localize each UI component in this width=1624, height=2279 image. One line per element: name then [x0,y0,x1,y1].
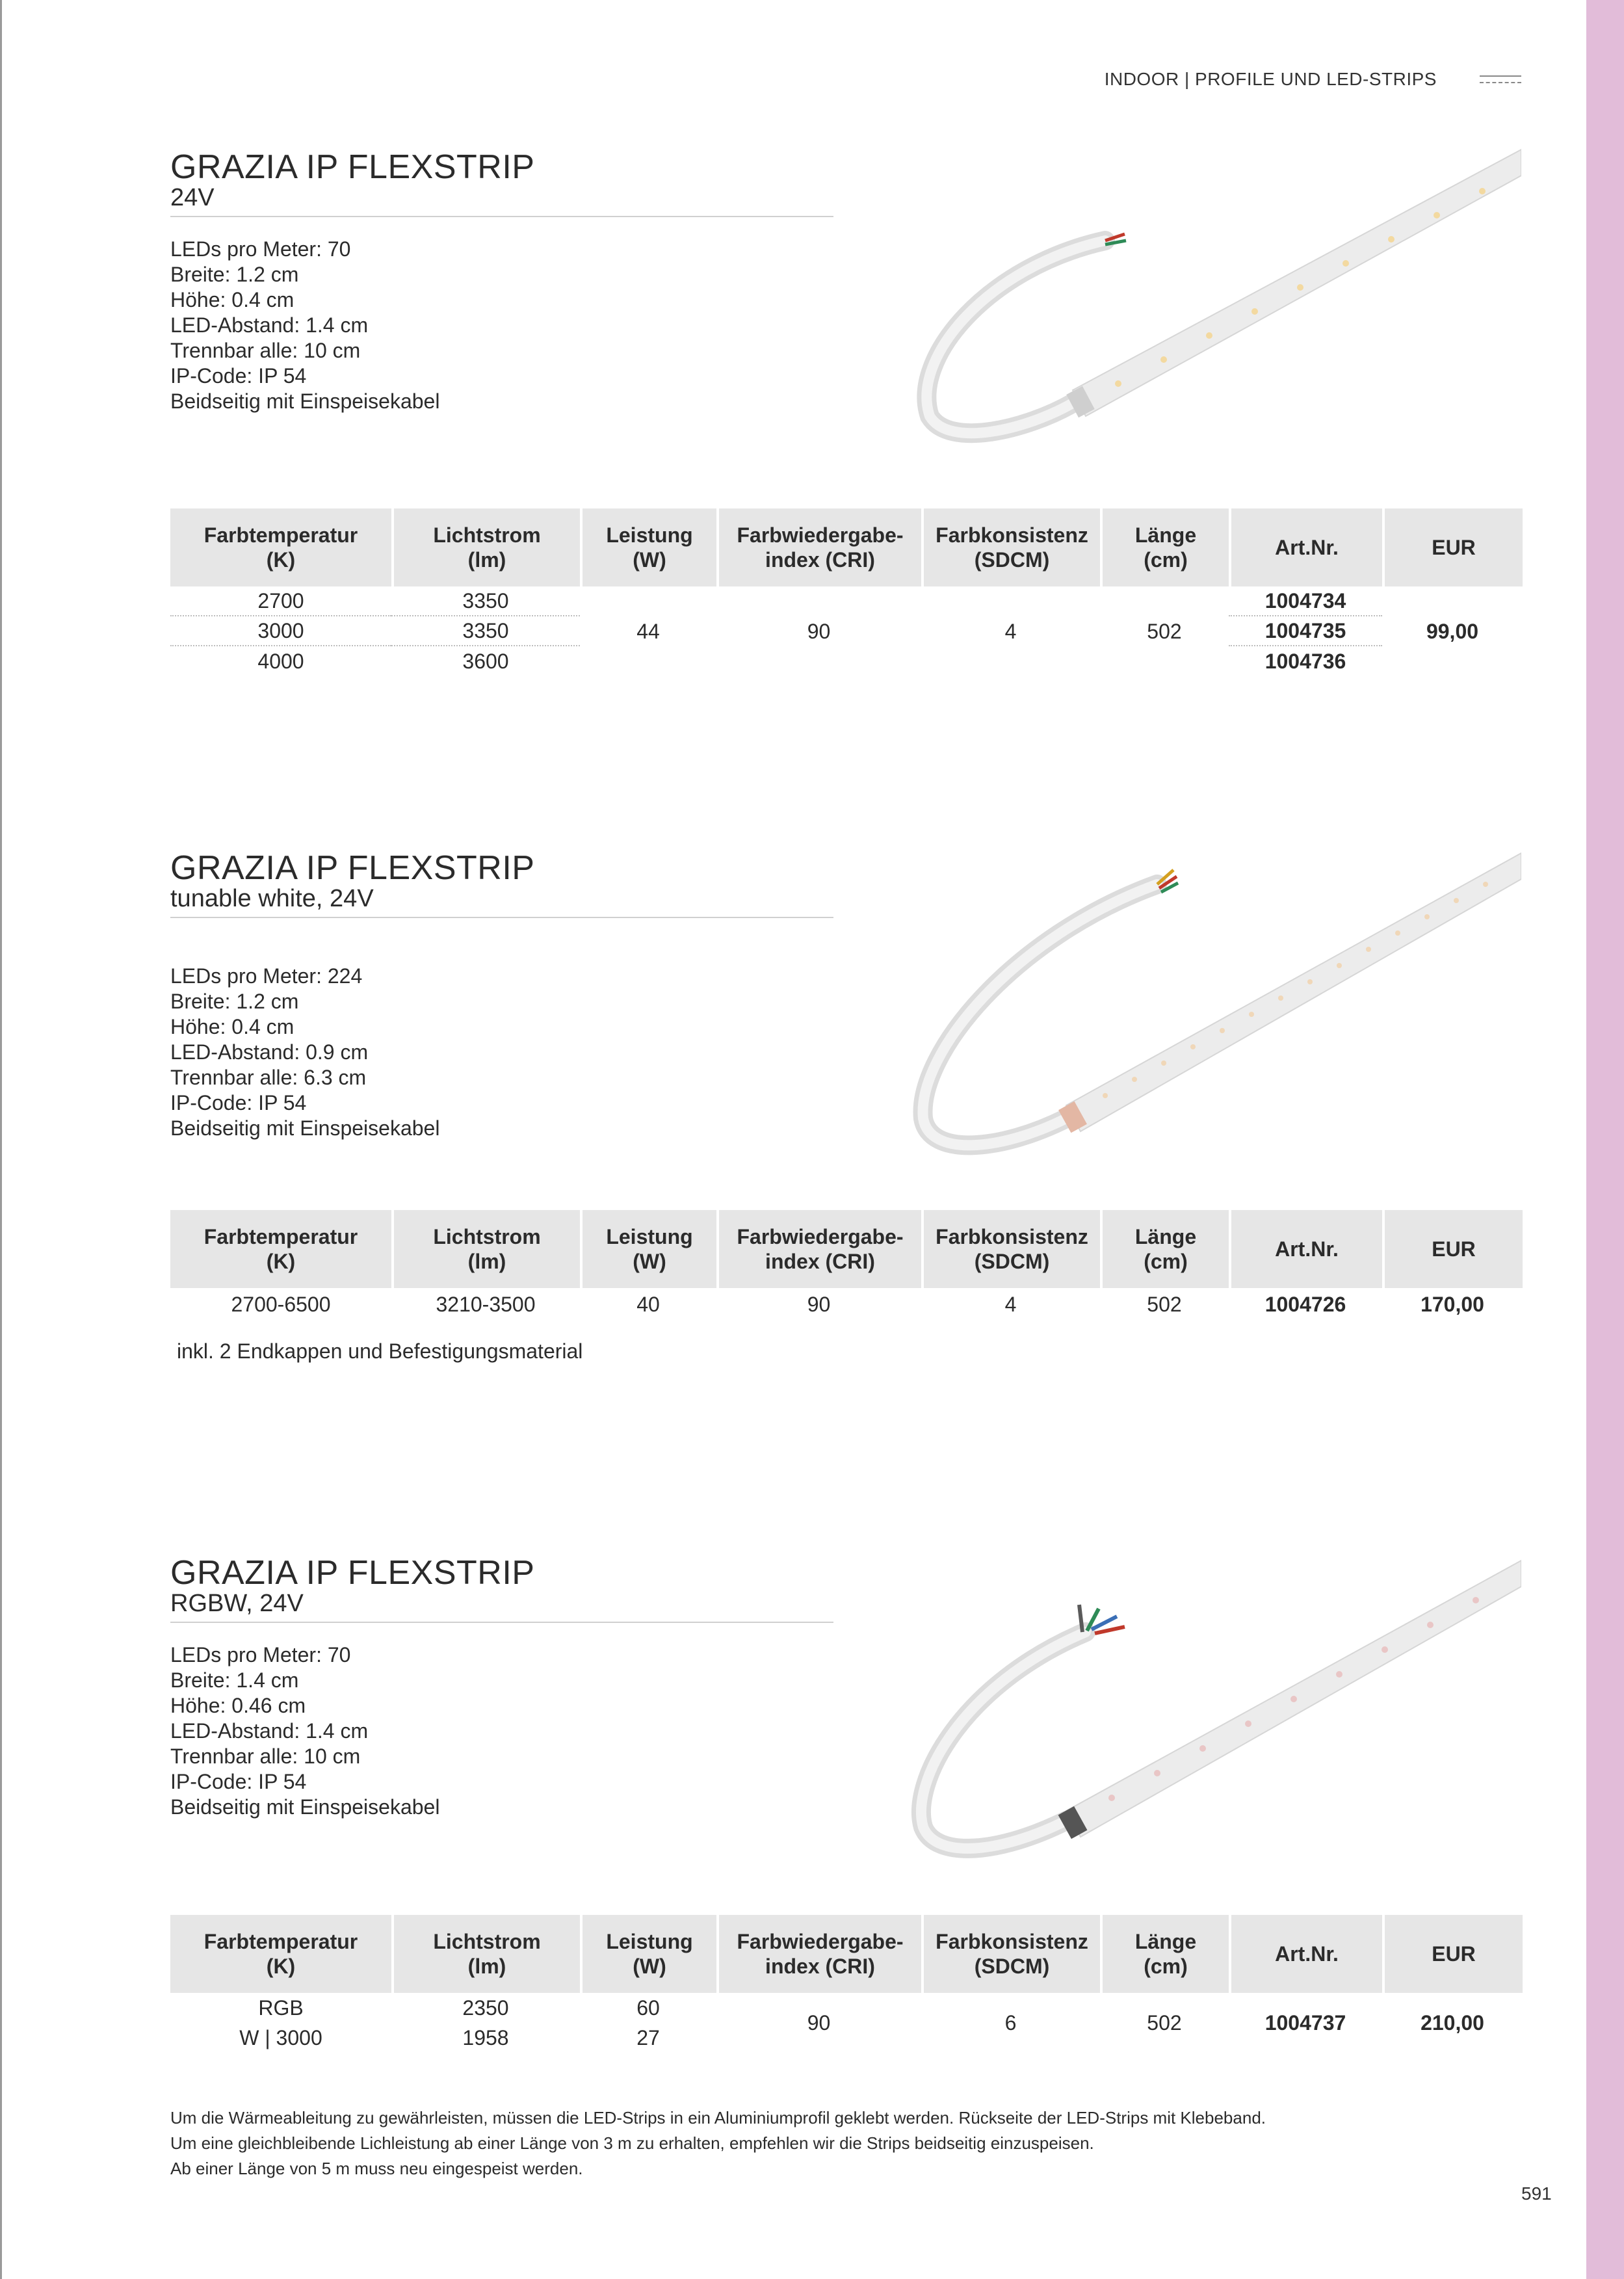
cell-eur: 210,00 [1421,2010,1484,2035]
title-divider [170,216,833,217]
cell-farbtemperatur: 4000 [257,649,304,673]
col-header-leistung: Leistung (W) [580,508,716,586]
cell-artnr: 1004736 [1264,649,1346,673]
spec-line: Höhe: 0.4 cm [170,288,295,311]
col-header-leistung: Leistung (W) [580,1210,716,1288]
cell-eur: 170,00 [1421,1292,1484,1316]
cell-sdcm: 4 [1004,619,1017,643]
cell-cri: 90 [807,1292,831,1316]
spec-line: Trennbar alle: 10 cm [170,1745,361,1768]
cell-sdcm: 4 [1004,1292,1017,1316]
col-header-artnr: Art.Nr. [1229,1210,1382,1288]
product-subtitle: RGBW, 24V [170,1590,304,1617]
cell-farbtemperatur: 3000 [170,616,391,646]
cell-leistung: 40 [636,1292,660,1316]
led-strip-image [910,143,1521,449]
spec-line: LED-Abstand: 1.4 cm [170,1719,369,1743]
col-header-laenge: Länge (cm) [1100,1915,1229,1993]
page-header-category: INDOOR | PROFILE UND LED-STRIPS [1104,69,1437,89]
col-header-lichtstrom: Lichtstrom (lm) [391,1210,580,1288]
spec-line: Breite: 1.2 cm [170,263,299,286]
spec-line: Breite: 1.2 cm [170,990,299,1013]
cell-artnr: 1004737 [1264,2010,1346,2035]
product-title: GRAZIA IP FLEXSTRIP [170,849,535,887]
spec-line: Höhe: 0.4 cm [170,1015,295,1038]
cell-lichtstrom: 2350 [462,1996,509,2020]
col-header-eur: EUR [1382,508,1523,586]
title-divider [170,1622,833,1623]
cell-eur: 99,00 [1426,619,1479,643]
cell-cri: 90 [807,619,831,643]
cell-lichtstrom: 3210-3500 [436,1292,536,1316]
spec-line: Trennbar alle: 10 cm [170,339,361,362]
col-header-cri: Farbwiedergabe- index (CRI) [716,1915,921,1993]
col-header-eur: EUR [1382,1915,1523,1993]
spec-line: Höhe: 0.46 cm [170,1694,306,1717]
product-2-table [170,1210,1523,1321]
cell-lichtstrom: 3600 [462,649,509,673]
col-header-eur: EUR [1382,1210,1523,1288]
spec-line: LED-Abstand: 1.4 cm [170,313,369,337]
product-title: GRAZIA IP FLEXSTRIP [170,148,535,186]
spec-line: LEDs pro Meter: 70 [170,1643,351,1666]
col-header-lichtstrom: Lichtstrom (lm) [391,1915,580,1993]
spec-line: LED-Abstand: 0.9 cm [170,1040,369,1064]
cell-farbtemperatur: RGB [258,1996,304,2020]
product-3-table [170,1915,1523,2053]
product-subtitle: 24V [170,184,215,211]
cell-farbtemperatur: 2700-6500 [231,1292,331,1316]
table-header-row [170,1210,1523,1288]
col-header-farbtemperatur: Farbtemperatur (K) [170,508,391,586]
col-header-farbtemperatur: Farbtemperatur (K) [170,1210,391,1288]
col-header-laenge: Länge (cm) [1100,1210,1229,1288]
footnote-line: Ab einer Länge von 5 m muss neu eingespeist werden. [170,2159,583,2178]
spec-line: IP-Code: IP 54 [170,1770,307,1793]
spec-line: Beidseitig mit Einspeisekabel [170,1795,440,1819]
cell-laenge: 502 [1147,2010,1182,2035]
col-header-artnr: Art.Nr. [1229,1915,1382,1993]
cell-laenge: 502 [1147,1292,1182,1316]
cell-artnr: 1004726 [1264,1292,1346,1316]
footnotes [170,2105,1266,2181]
spec-line: LEDs pro Meter: 70 [170,237,351,261]
spec-line: IP-Code: IP 54 [170,364,307,388]
footnote-line: Um eine gleichbleibende Lichleistung ab einer Länge von 3 m zu erhalten, empfehlen wir die Strips beidseitig einzuspeisen. [170,2133,1094,2153]
col-header-laenge: Länge (cm) [1100,508,1229,586]
cell-leistung: 27 [636,2025,660,2049]
cell-sdcm: 6 [1004,2010,1017,2035]
page-number: 591 [1521,2183,1552,2204]
cell-lichtstrom: 1958 [462,2025,509,2049]
product-1-table [170,508,1523,676]
spec-line: Trennbar alle: 6.3 cm [170,1066,367,1089]
cell-farbtemperatur: 2700 [170,586,391,616]
col-header-cri: Farbwiedergabe- index (CRI) [716,508,921,586]
col-header-cri: Farbwiedergabe- index (CRI) [716,1210,921,1288]
spec-line: Beidseitig mit Einspeisekabel [170,1116,440,1140]
col-header-sdcm: Farbkonsistenz (SDCM) [921,1210,1100,1288]
product-title: GRAZIA IP FLEXSTRIP [170,1554,535,1592]
table-row [170,1993,1523,2023]
table-header-row [170,508,1523,586]
spec-line: LEDs pro Meter: 224 [170,964,363,988]
spec-line: Breite: 1.4 cm [170,1668,299,1692]
cell-cri: 90 [807,2010,831,2035]
product-2-note: inkl. 2 Endkappen und Befestigungsmaterial [177,1339,583,1363]
led-strip-image [910,845,1521,1164]
left-edge-rule [0,0,2,2279]
table-row [170,1288,1523,1321]
header-marker-icon [1480,75,1521,83]
cell-leistung: 44 [636,619,660,643]
spec-line: Beidseitig mit Einspeisekabel [170,389,440,413]
col-header-artnr: Art.Nr. [1229,508,1382,586]
col-header-lichtstrom: Lichtstrom (lm) [391,508,580,586]
cell-artnr: 1004735 [1229,616,1382,646]
cell-lichtstrom: 3350 [391,586,580,616]
col-header-sdcm: Farbkonsistenz (SDCM) [921,508,1100,586]
table-header-row [170,1915,1523,1993]
product-subtitle: tunable white, 24V [170,885,374,912]
col-header-leistung: Leistung (W) [580,1915,716,1993]
cell-farbtemperatur: W | 3000 [239,2025,322,2049]
table-row [170,586,1523,616]
cell-laenge: 502 [1147,619,1182,643]
chapter-color-tab [1586,0,1624,2279]
title-divider [170,917,833,918]
col-header-farbtemperatur: Farbtemperatur (K) [170,1915,391,1993]
spec-line: IP-Code: IP 54 [170,1091,307,1114]
cell-artnr: 1004734 [1229,586,1382,616]
led-strip-image [910,1554,1521,1866]
footnote-line: Um die Wärmeableitung zu gewährleisten, müssen die LED-Strips in ein Aluminiumprofil geklebt werden. Rückseite der LED-Strips mit Klebeband. [170,2108,1266,2128]
col-header-sdcm: Farbkonsistenz (SDCM) [921,1915,1100,1993]
cell-leistung: 60 [636,1996,660,2020]
cell-lichtstrom: 3350 [391,616,580,646]
